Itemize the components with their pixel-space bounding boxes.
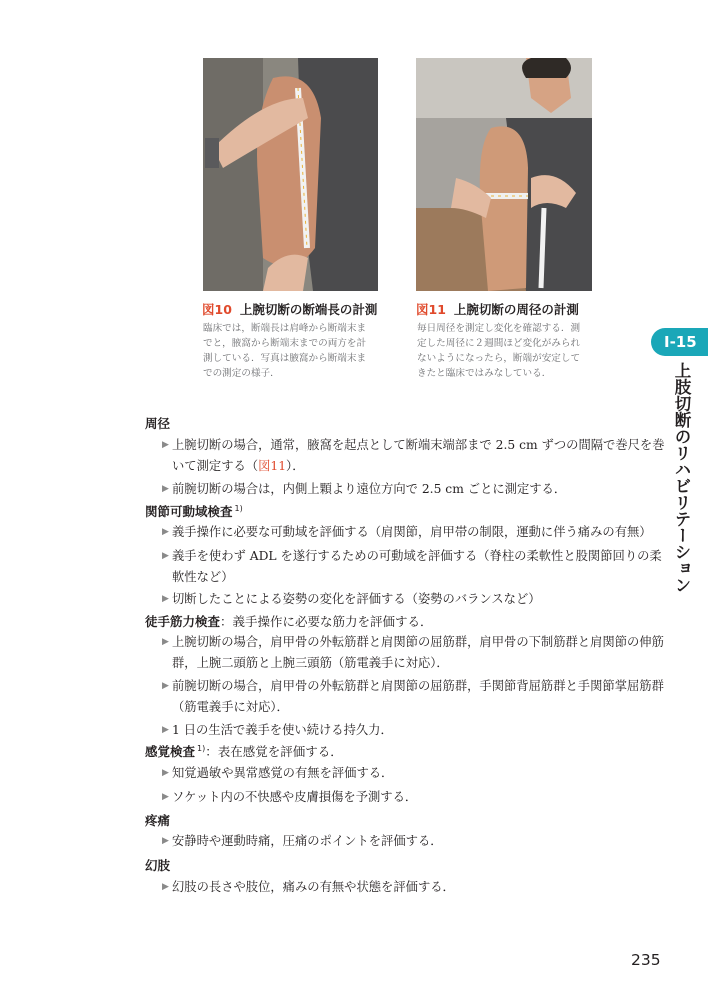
- bullet-arrow-icon: ▶: [162, 792, 169, 802]
- figure10-title-text: 上腕切断の断端長の計測: [239, 302, 378, 317]
- figure11-desc-line: 毎日周径を測定し変化を確認する．測: [417, 323, 581, 334]
- bullet-arrow-icon: ▶: [162, 768, 169, 778]
- figure10-description: [203, 321, 366, 381]
- page-number: 235: [631, 951, 661, 969]
- figure10-photo: [203, 58, 378, 291]
- figure11-description: [417, 321, 580, 381]
- figure11-photo: [416, 58, 592, 291]
- bullet-arrow-icon: ▶: [162, 836, 169, 846]
- figure11-desc-line: きたと臨床ではみなしている．: [417, 368, 552, 379]
- figure10-illustration: [203, 58, 378, 291]
- figure10-number: 図10: [202, 302, 232, 317]
- figure11-title: [416, 300, 579, 318]
- figure10-desc-line: 臨床では，断端長は肩峰から断端末ま: [203, 323, 367, 334]
- figure10-desc-line: でと，腋窩から断端末までの両方を計: [203, 338, 367, 349]
- chapter-tab: I-15: [651, 328, 708, 356]
- section-heading-shukei: 周径: [145, 416, 171, 431]
- list-item: ▶ 前腕切断の場合，肩甲骨の外転筋群と肩関節の屈筋群，手関節背屈筋群と手関節掌屈筋群: [172, 674, 664, 698]
- figure-reference: 図11: [258, 459, 287, 473]
- section-heading-phantom: 幻肢: [145, 858, 171, 873]
- bullet-arrow-icon: ▶: [162, 594, 169, 604]
- list-item: ▶ 切断したことによる姿勢の変化を評価する（姿勢のバランスなど）: [172, 587, 541, 611]
- list-item: ▶ 義手を使わず ADL を遂行するための可動域を評価する（脊柱の柔軟性と股関節回りの柔: [172, 544, 662, 568]
- figure11-number: 図11: [416, 302, 446, 317]
- figure10-desc-line: での測定の様子．: [203, 368, 280, 379]
- figure11-title-text: 上腕切断の周径の計測: [453, 302, 579, 317]
- list-item: ▶ 知覚過敏や異常感覚の有無を評価する．: [172, 761, 393, 785]
- bullet-arrow-icon: ▶: [162, 484, 169, 494]
- list-item: ▶ 上腕切断の場合，通常，腋窩を起点として断端末端部まで 2.5 cm ずつの間隔で巻尺を巻: [172, 433, 665, 457]
- list-item: ▶ ソケット内の不快感や皮膚損傷を予測する．: [172, 785, 417, 809]
- bullet-arrow-icon: ▶: [162, 551, 169, 561]
- section-heading-sensory: 感覚検査 $^{1)}$：表在感覚を評価する．: [145, 743, 343, 759]
- bullet-arrow-icon: ▶: [162, 725, 169, 735]
- section-heading-rom: 関節可動域検査 $^{1)}$: [145, 503, 243, 519]
- list-item: ▶ 上腕切断の場合，肩甲骨の外転筋群と肩関節の屈筋群，肩甲骨の下制筋群と肩関節の伸筋: [172, 630, 664, 654]
- figure11-desc-line: ないようになったら，断端が安定して: [417, 353, 581, 364]
- bullet-arrow-icon: ▶: [162, 637, 169, 647]
- list-item: ▶ 1 日の生活で義手を使い続ける持久力．: [172, 718, 393, 742]
- list-item: ▶ 前腕切断の場合は，内側上顆より遠位方向で 2.5 cm ごとに測定する．: [172, 477, 566, 501]
- chapter-title: 上肢切断のリハビリテーション: [672, 362, 691, 593]
- list-item: ▶ 幻肢の長さや肢位，痛みの有無や状態を評価する．: [172, 875, 455, 899]
- figure10-title: [202, 300, 377, 318]
- list-item-continuation: 群，上腕二頭筋と上腕三頭筋（筋電義手に対応）．: [172, 656, 449, 670]
- list-item: ▶ 義手操作に必要な可動域を評価する（肩関節，肩甲帯の制限，運動に伴う痛みの有無）: [172, 520, 652, 544]
- list-item: ▶ 安静時や運動時痛，圧痛のポイントを評価する．: [172, 829, 443, 853]
- figure10-desc-line: 測している．写真は腋窩から断端末ま: [203, 353, 367, 364]
- section-heading-mmt: 徒手筋力検査：義手操作に必要な筋力を評価する．: [145, 614, 433, 629]
- section-heading-pain: 疼痛: [145, 813, 171, 828]
- bullet-arrow-icon: ▶: [162, 527, 169, 537]
- list-item-continuation: いて測定する（図11）．: [172, 459, 305, 473]
- list-item-continuation: （筋電義手に対応）．: [172, 700, 289, 714]
- figure11-illustration: [416, 58, 592, 291]
- figure11-desc-line: 定した周径に２週間ほど変化がみられ: [417, 338, 581, 349]
- bullet-arrow-icon: ▶: [162, 440, 169, 450]
- list-item-continuation: 軟性など）: [172, 570, 234, 584]
- bullet-arrow-icon: ▶: [162, 882, 169, 892]
- bullet-arrow-icon: ▶: [162, 681, 169, 691]
